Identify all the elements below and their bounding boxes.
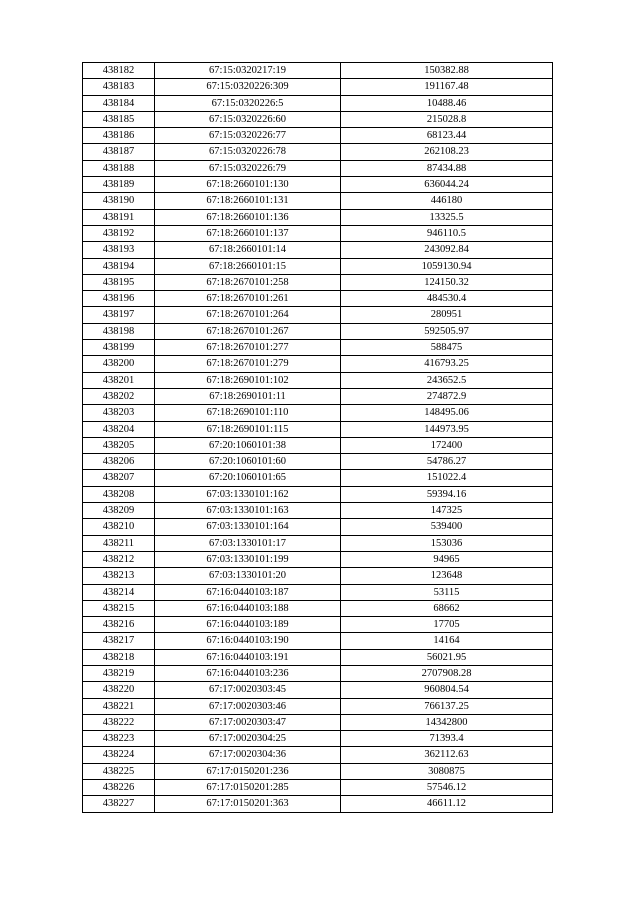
value-cell: 592505.97 <box>341 323 553 339</box>
value-cell: 46611.12 <box>341 796 553 812</box>
cadastral-number-cell: 67:16:0440103:190 <box>155 633 341 649</box>
value-cell: 147325 <box>341 503 553 519</box>
row-number-cell: 438212 <box>83 551 155 567</box>
cadastral-number-cell: 67:16:0440103:191 <box>155 649 341 665</box>
table-row <box>83 307 553 323</box>
value-cell: 416793.25 <box>341 356 553 372</box>
table-row <box>83 698 553 714</box>
value-cell: 144973.95 <box>341 421 553 437</box>
value-cell: 172400 <box>341 437 553 453</box>
cadastral-number-cell: 67:18:2670101:279 <box>155 356 341 372</box>
table-row <box>83 486 553 502</box>
cadastral-number-cell: 67:18:2690101:102 <box>155 372 341 388</box>
row-number-cell: 438210 <box>83 519 155 535</box>
table-row <box>83 454 553 470</box>
table-row <box>83 633 553 649</box>
table-row <box>83 372 553 388</box>
table-row <box>83 177 553 193</box>
table-row <box>83 584 553 600</box>
cadastral-number-cell: 67:17:0020304:36 <box>155 747 341 763</box>
row-number-cell: 438195 <box>83 274 155 290</box>
row-number-cell: 438197 <box>83 307 155 323</box>
row-number-cell: 438207 <box>83 470 155 486</box>
cadastral-number-cell: 67:18:2670101:264 <box>155 307 341 323</box>
table-row <box>83 405 553 421</box>
value-cell: 71393.4 <box>341 731 553 747</box>
row-number-cell: 438209 <box>83 503 155 519</box>
value-cell: 446180 <box>341 193 553 209</box>
table-row <box>83 291 553 307</box>
table-row <box>83 682 553 698</box>
value-cell: 56021.95 <box>341 649 553 665</box>
cadastral-number-cell: 67:03:1330101:162 <box>155 486 341 502</box>
table-row <box>83 665 553 681</box>
row-number-cell: 438215 <box>83 600 155 616</box>
table-row <box>83 144 553 160</box>
cadastral-number-cell: 67:17:0020303:47 <box>155 714 341 730</box>
value-cell: 57546.12 <box>341 780 553 796</box>
value-cell: 766137.25 <box>341 698 553 714</box>
value-cell: 68662 <box>341 600 553 616</box>
table-row <box>83 470 553 486</box>
cadastral-number-cell: 67:16:0440103:187 <box>155 584 341 600</box>
table-row <box>83 209 553 225</box>
value-cell: 151022.4 <box>341 470 553 486</box>
table-row <box>83 79 553 95</box>
cadastral-number-cell: 67:15:0320226:79 <box>155 160 341 176</box>
row-number-cell: 438182 <box>83 63 155 79</box>
value-cell: 17705 <box>341 617 553 633</box>
row-number-cell: 438192 <box>83 225 155 241</box>
cadastral-number-cell: 67:15:0320226:78 <box>155 144 341 160</box>
value-cell: 215028.8 <box>341 111 553 127</box>
cadastral-number-cell: 67:17:0150201:236 <box>155 763 341 779</box>
table-body <box>83 63 553 813</box>
row-number-cell: 438189 <box>83 177 155 193</box>
row-number-cell: 438203 <box>83 405 155 421</box>
value-cell: 124150.32 <box>341 274 553 290</box>
cadastral-number-cell: 67:15:0320226:77 <box>155 128 341 144</box>
row-number-cell: 438218 <box>83 649 155 665</box>
row-number-cell: 438211 <box>83 535 155 551</box>
row-number-cell: 438201 <box>83 372 155 388</box>
row-number-cell: 438225 <box>83 763 155 779</box>
table-row <box>83 568 553 584</box>
value-cell: 362112.63 <box>341 747 553 763</box>
table-row <box>83 421 553 437</box>
table-row <box>83 160 553 176</box>
table-row <box>83 340 553 356</box>
table-row <box>83 780 553 796</box>
cadastral-number-cell: 67:16:0440103:189 <box>155 617 341 633</box>
cadastral-number-cell: 67:03:1330101:20 <box>155 568 341 584</box>
value-cell: 87434.88 <box>341 160 553 176</box>
table-row <box>83 225 553 241</box>
value-cell: 68123.44 <box>341 128 553 144</box>
cadastral-number-cell: 67:20:1060101:38 <box>155 437 341 453</box>
cadastral-number-cell: 67:17:0020303:46 <box>155 698 341 714</box>
cadastral-number-cell: 67:03:1330101:199 <box>155 551 341 567</box>
row-number-cell: 438224 <box>83 747 155 763</box>
table-row <box>83 63 553 79</box>
row-number-cell: 438199 <box>83 340 155 356</box>
table-row <box>83 258 553 274</box>
cadastral-number-cell: 67:18:2670101:261 <box>155 291 341 307</box>
row-number-cell: 438206 <box>83 454 155 470</box>
cadastral-number-cell: 67:15:0320226:309 <box>155 79 341 95</box>
row-number-cell: 438187 <box>83 144 155 160</box>
value-cell: 191167.48 <box>341 79 553 95</box>
cadastral-number-cell: 67:20:1060101:60 <box>155 454 341 470</box>
table-row <box>83 714 553 730</box>
row-number-cell: 438208 <box>83 486 155 502</box>
row-number-cell: 438191 <box>83 209 155 225</box>
value-cell: 150382.88 <box>341 63 553 79</box>
value-cell: 588475 <box>341 340 553 356</box>
cadastral-number-cell: 67:17:0020303:45 <box>155 682 341 698</box>
table-row <box>83 535 553 551</box>
row-number-cell: 438200 <box>83 356 155 372</box>
cadastral-number-cell: 67:16:0440103:188 <box>155 600 341 616</box>
table-row <box>83 617 553 633</box>
cadastral-number-cell: 67:18:2690101:110 <box>155 405 341 421</box>
cadastral-number-cell: 67:18:2690101:11 <box>155 388 341 404</box>
table-row <box>83 747 553 763</box>
value-cell: 94965 <box>341 551 553 567</box>
row-number-cell: 438216 <box>83 617 155 633</box>
value-cell: 148495.06 <box>341 405 553 421</box>
row-number-cell: 438198 <box>83 323 155 339</box>
cadastral-number-cell: 67:20:1060101:65 <box>155 470 341 486</box>
value-cell: 54786.27 <box>341 454 553 470</box>
table-row <box>83 193 553 209</box>
cadastral-number-cell: 67:03:1330101:164 <box>155 519 341 535</box>
cadastral-number-cell: 67:16:0440103:236 <box>155 665 341 681</box>
row-number-cell: 438188 <box>83 160 155 176</box>
table-row <box>83 356 553 372</box>
cadastral-number-cell: 67:15:0320226:5 <box>155 95 341 111</box>
table-row <box>83 551 553 567</box>
row-number-cell: 438223 <box>83 731 155 747</box>
cadastral-number-cell: 67:18:2670101:267 <box>155 323 341 339</box>
table-row <box>83 111 553 127</box>
value-cell: 59394.16 <box>341 486 553 502</box>
row-number-cell: 438227 <box>83 796 155 812</box>
row-number-cell: 438202 <box>83 388 155 404</box>
row-number-cell: 438222 <box>83 714 155 730</box>
table-row <box>83 649 553 665</box>
table-row <box>83 274 553 290</box>
value-cell: 3080875 <box>341 763 553 779</box>
cadastral-number-cell: 67:15:0320217:19 <box>155 63 341 79</box>
value-cell: 262108.23 <box>341 144 553 160</box>
cadastral-number-cell: 67:17:0020304:25 <box>155 731 341 747</box>
cadastral-number-cell: 67:18:2690101:115 <box>155 421 341 437</box>
value-cell: 53115 <box>341 584 553 600</box>
table-row <box>83 763 553 779</box>
cadastral-number-cell: 67:18:2670101:277 <box>155 340 341 356</box>
value-cell: 274872.9 <box>341 388 553 404</box>
row-number-cell: 438190 <box>83 193 155 209</box>
cadastral-number-cell: 67:03:1330101:17 <box>155 535 341 551</box>
cadastral-number-cell: 67:18:2660101:136 <box>155 209 341 225</box>
cadastral-number-cell: 67:18:2660101:15 <box>155 258 341 274</box>
value-cell: 13325.5 <box>341 209 553 225</box>
value-cell: 2707908.28 <box>341 665 553 681</box>
cadastral-number-cell: 67:18:2670101:258 <box>155 274 341 290</box>
value-cell: 153036 <box>341 535 553 551</box>
value-cell: 539400 <box>341 519 553 535</box>
value-cell: 280951 <box>341 307 553 323</box>
table-row <box>83 242 553 258</box>
row-number-cell: 438196 <box>83 291 155 307</box>
row-number-cell: 438183 <box>83 79 155 95</box>
row-number-cell: 438184 <box>83 95 155 111</box>
table-row <box>83 796 553 812</box>
value-cell: 484530.4 <box>341 291 553 307</box>
cadastral-number-cell: 67:03:1330101:163 <box>155 503 341 519</box>
table-row <box>83 323 553 339</box>
value-cell: 636044.24 <box>341 177 553 193</box>
row-number-cell: 438193 <box>83 242 155 258</box>
value-cell: 1059130.94 <box>341 258 553 274</box>
row-number-cell: 438219 <box>83 665 155 681</box>
row-number-cell: 438217 <box>83 633 155 649</box>
row-number-cell: 438226 <box>83 780 155 796</box>
row-number-cell: 438194 <box>83 258 155 274</box>
table-row <box>83 128 553 144</box>
value-cell: 10488.46 <box>341 95 553 111</box>
row-number-cell: 438186 <box>83 128 155 144</box>
table-row <box>83 388 553 404</box>
row-number-cell: 438204 <box>83 421 155 437</box>
cadastral-number-cell: 67:18:2660101:137 <box>155 225 341 241</box>
row-number-cell: 438185 <box>83 111 155 127</box>
row-number-cell: 438205 <box>83 437 155 453</box>
table-row <box>83 437 553 453</box>
value-cell: 123648 <box>341 568 553 584</box>
cadastral-number-cell: 67:17:0150201:363 <box>155 796 341 812</box>
table-row <box>83 519 553 535</box>
cadastral-number-cell: 67:18:2660101:131 <box>155 193 341 209</box>
data-table <box>82 62 553 813</box>
cadastral-number-cell: 67:17:0150201:285 <box>155 780 341 796</box>
table-row <box>83 600 553 616</box>
value-cell: 14164 <box>341 633 553 649</box>
row-number-cell: 438213 <box>83 568 155 584</box>
table-row <box>83 731 553 747</box>
value-cell: 946110.5 <box>341 225 553 241</box>
cadastral-number-cell: 67:18:2660101:130 <box>155 177 341 193</box>
row-number-cell: 438220 <box>83 682 155 698</box>
value-cell: 960804.54 <box>341 682 553 698</box>
cadastral-number-cell: 67:15:0320226:60 <box>155 111 341 127</box>
value-cell: 243092.84 <box>341 242 553 258</box>
value-cell: 243652.5 <box>341 372 553 388</box>
row-number-cell: 438214 <box>83 584 155 600</box>
table-row <box>83 503 553 519</box>
table-row <box>83 95 553 111</box>
row-number-cell: 438221 <box>83 698 155 714</box>
value-cell: 14342800 <box>341 714 553 730</box>
cadastral-number-cell: 67:18:2660101:14 <box>155 242 341 258</box>
